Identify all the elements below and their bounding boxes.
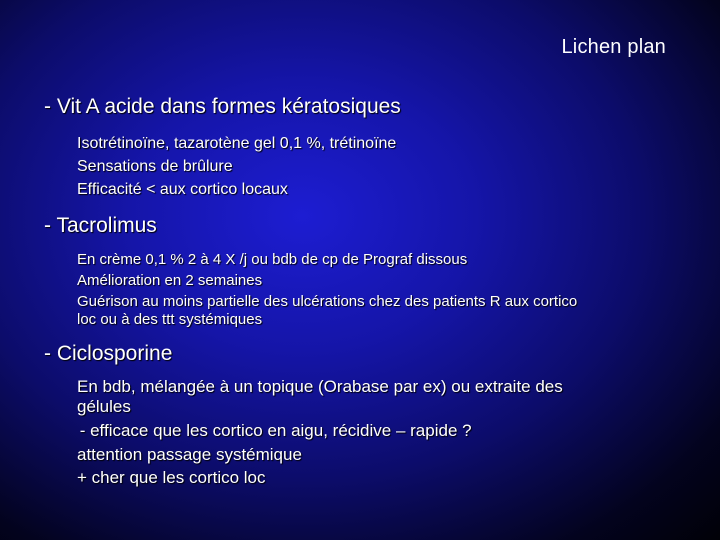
section-line: Guérison au moins partielle des ulcérations chez des patients R aux cortico bbox=[77, 293, 578, 310]
section-line: loc ou à des ttt systémiques bbox=[77, 311, 263, 328]
section-line: En crème 0,1 % 2 à 4 X /j ou bdb de cp de Prograf dissous bbox=[77, 251, 468, 268]
section-line: En bdb, mélangée à un topique (Orabase par ex) ou extraite des bbox=[77, 377, 563, 396]
section-heading-tacrolimus: - Tacrolimus bbox=[44, 214, 157, 237]
section-line: - efficace que les cortico en aigu, récidive – rapide ? bbox=[75, 421, 472, 440]
section-line: Efficacité < aux cortico locaux bbox=[77, 181, 288, 198]
section-line: Sensations de brûlure bbox=[77, 158, 233, 175]
section-heading-ciclosporine: - Ciclosporine bbox=[44, 342, 173, 365]
section-line: + cher que les cortico loc bbox=[77, 468, 266, 487]
section-line: gélules bbox=[77, 397, 131, 416]
section-line: attention passage systémique bbox=[77, 445, 302, 464]
section-line: Isotrétinoïne, tazarotène gel 0,1 %, trétinoïne bbox=[77, 135, 397, 152]
section-heading-vit-a: - Vit A acide dans formes kératosiques bbox=[44, 95, 401, 118]
section-line: Amélioration en 2 semaines bbox=[77, 272, 263, 289]
slide-title: Lichen plan bbox=[561, 36, 666, 58]
